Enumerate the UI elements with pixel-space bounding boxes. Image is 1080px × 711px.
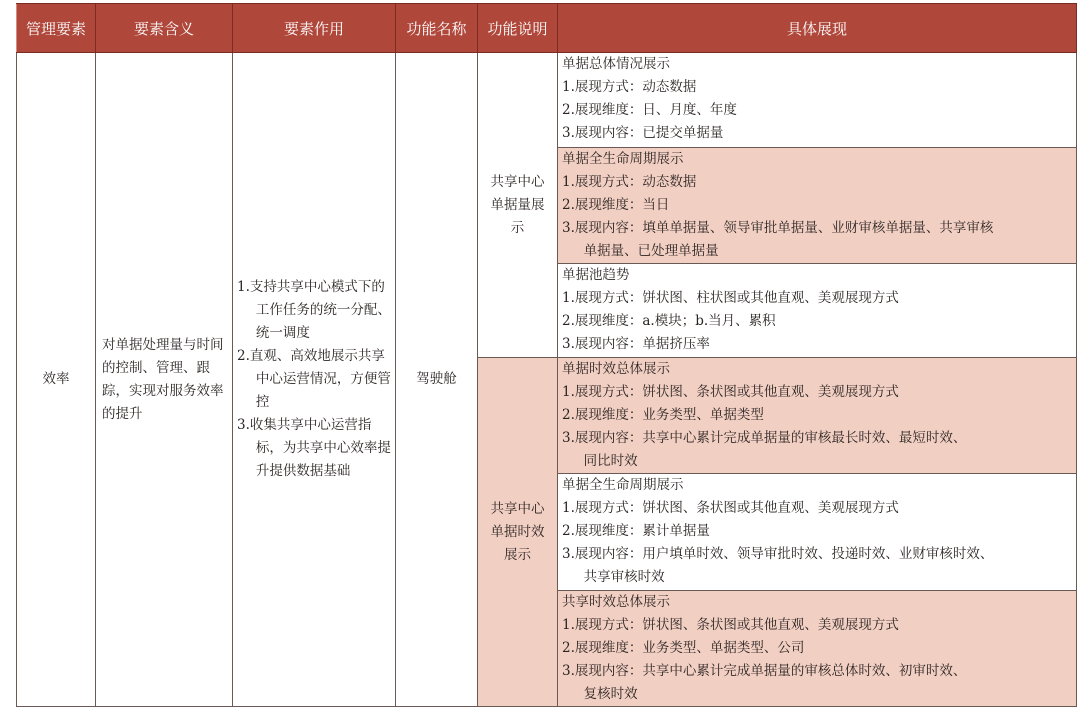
header-cell: 功能说明 (478, 4, 558, 53)
display-line: 3.展现内容：共享中心累计完成单据量的审核总体时效、初审时效、 (562, 663, 967, 679)
meaning-cell: 对单据处理量与时间的控制、管理、跟踪，实现对服务效率的提升 (96, 53, 233, 707)
role-item: 1.支持共享中心模式下的工作任务的统一分配、统一调度 (237, 279, 391, 341)
display-line: 2.展现维度：业务类型、单据类型 (562, 407, 764, 423)
display-line: 3.展现内容：已提交单据量 (562, 125, 724, 141)
display-line: 3.展现内容：填单单据量、领导审批单据量、业财审核单据量、共享审核 (562, 220, 994, 236)
display-line: 3.展现内容：共享中心累计完成单据量的审核最长时效、最短时效、 (562, 430, 967, 446)
display-line-continued: 单据量、已处理单据量 (583, 243, 719, 259)
header-cell: 要素含义 (96, 4, 233, 53)
display-cell (558, 264, 1077, 358)
element-cell: 效率 (17, 53, 96, 707)
display-title: 单据全生命周期展示 (562, 477, 684, 493)
display-line: 2.展现维度：业务类型、单据类型、公司 (562, 640, 805, 656)
role-item: 2.直观、高效地展示共享中心运营情况，方便管控 (237, 348, 391, 410)
header-cell: 要素作用 (233, 4, 396, 53)
display-cell (558, 358, 1077, 474)
function-name-cell: 驾驶舱 (396, 53, 478, 707)
role-item: 3.收集共享中心运营指标，为共享中心效率提升提供数据基础 (237, 417, 391, 479)
display-title: 共享时效总体展示 (562, 594, 670, 610)
display-title: 单据总体情况展示 (562, 56, 670, 72)
function-desc-cell: 共享中心单据时效展示 (478, 358, 558, 707)
display-line-continued: 复核时效 (583, 686, 638, 702)
display-cell (558, 148, 1077, 264)
display-line: 2.展现维度：当日 (562, 197, 670, 213)
display-line: 1.展现方式：饼状图、条状图或其他直观、美观展现方式 (562, 384, 899, 400)
display-title: 单据池趋势 (562, 267, 630, 283)
display-cell (558, 53, 1077, 148)
display-line: 3.展现内容：单据挤压率 (562, 336, 710, 352)
display-line: 1.展现方式：动态数据 (562, 79, 697, 95)
header-cell: 管理要素 (17, 4, 96, 53)
display-title: 单据时效总体展示 (562, 361, 670, 377)
display-line: 3.展现内容：用户填单时效、领导审批时效、投递时效、业财审核时效、 (562, 546, 994, 562)
display-cell (558, 474, 1077, 591)
display-line-continued: 同比时效 (583, 453, 638, 469)
function-desc-cell: 共享中心单据量展示 (478, 53, 558, 358)
header-row (17, 4, 1077, 53)
roles-cell (233, 53, 396, 707)
table-row (17, 53, 1077, 148)
header-cell: 功能名称 (396, 4, 478, 53)
display-line: 1.展现方式：饼状图、柱状图或其他直观、美观展现方式 (562, 290, 899, 306)
display-line-continued: 共享审核时效 (583, 569, 665, 585)
display-line: 2.展现维度：日、月度、年度 (562, 102, 737, 118)
display-line: 2.展现维度：累计单据量 (562, 523, 710, 539)
efficiency-table (16, 3, 1077, 707)
header-cell: 具体展现 (558, 4, 1077, 53)
display-cell (558, 591, 1077, 707)
display-title: 单据全生命周期展示 (562, 151, 684, 167)
display-line: 1.展现方式：饼状图、条状图或其他直观、美观展现方式 (562, 500, 899, 516)
display-line: 1.展现方式：饼状图、条状图或其他直观、美观展现方式 (562, 617, 899, 633)
display-line: 1.展现方式：动态数据 (562, 174, 697, 190)
display-line: 2.展现维度：a.模块；b.当月、累积 (562, 313, 776, 329)
